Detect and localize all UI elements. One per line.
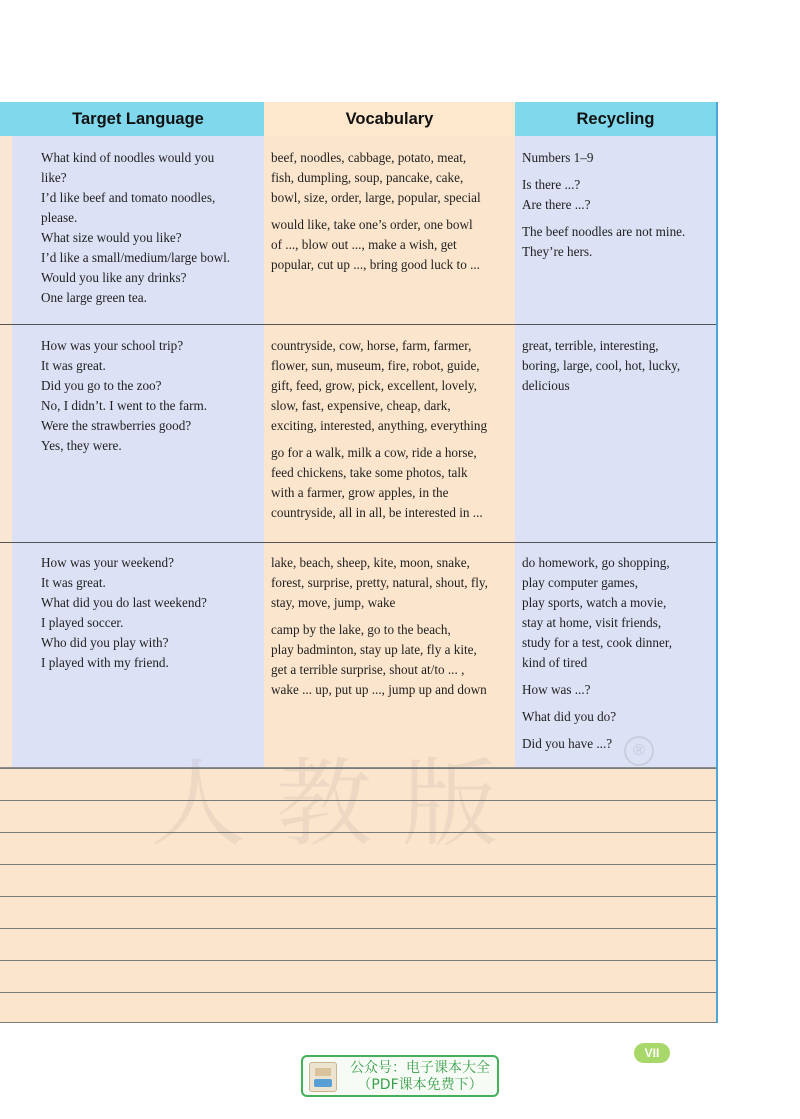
row-2-vocabulary [271,336,511,523]
line: get a terrible surprise, shout at/to ... , [271,662,465,677]
line: Were the strawberries good? [41,418,192,433]
line: countryside, all in all, be interested in ... [271,505,483,520]
line: It was great. [41,575,106,590]
line: Are there ...? [522,197,591,212]
line: How was your school trip? [41,338,184,353]
line: great, terrible, interesting, [522,338,659,353]
line: flower, sun, museum, fire, robot, guide, [271,358,480,373]
line: No, I didn’t. I went to the farm. [41,398,208,413]
header-target-language: Target Language [12,102,264,136]
line: What kind of noodles would you [41,150,215,165]
line: Did you have ...? [522,736,613,751]
line: lake, beach, sheep, kite, moon, snake, [271,555,470,570]
line: gift, feed, grow, pick, excellent, lovely, [271,378,477,393]
line: with a farmer, grow apples, in the [271,485,449,500]
line: play badminton, stay up late, fly a kite, [271,642,477,657]
line: do homework, go shopping, [522,555,670,570]
line: How was your weekend? [41,555,174,570]
line: I’d like beef and tomato noodles, [41,190,216,205]
line: popular, cut up ..., bring good luck to ... [271,257,480,272]
line: What size would you like? [41,230,182,245]
line: Is there ...? [522,177,581,192]
line: I played soccer. [41,615,124,630]
book-icon [309,1062,337,1092]
ruled-line [0,1022,716,1023]
ruled-line [0,928,716,929]
line: beef, noodles, cabbage, potato, meat, [271,150,467,165]
line: exciting, interested, anything, everything [271,418,488,433]
line: feed chickens, take some photos, talk [271,465,468,480]
row-1-vocabulary [271,148,511,275]
line: would like, take one’s order, one bowl [271,217,473,232]
line: play sports, watch a movie, [522,595,667,610]
row-3-target-language [41,553,261,673]
line: What did you do last weekend? [41,595,207,610]
header-left-margin [0,102,12,136]
line: stay at home, visit friends, [522,615,662,630]
line: study for a test, cook dinner, [522,635,672,650]
line: Would you like any drinks? [41,270,187,285]
line: wake ... up, put up ..., jump up and down [271,682,487,697]
ruled-line [0,896,716,897]
line: bowl, size, order, large, popular, special [271,190,481,205]
line: please. [41,210,78,225]
row-divider [0,324,716,325]
line: slow, fast, expensive, cheap, dark, [271,398,451,413]
line: Numbers 1–9 [522,150,594,165]
line: of ..., blow out ..., make a wish, get [271,237,457,252]
line: camp by the lake, go to the beach, [271,622,451,637]
row-2-target-language [41,336,261,456]
line: One large green tea. [41,290,147,305]
line: countryside, cow, horse, farm, farmer, [271,338,472,353]
page-number-badge: VII [634,1043,670,1063]
line: play computer games, [522,575,639,590]
line: They’re hers. [522,244,593,259]
line: forest, surprise, pretty, natural, shout, fly, [271,575,488,590]
row-1-recycling [522,148,712,262]
line: boring, large, cool, hot, lucky, [522,358,681,373]
header-vocabulary: Vocabulary [264,102,515,136]
row-3-vocabulary [271,553,511,700]
table-header-row [0,102,716,136]
line: Who did you play with? [41,635,169,650]
line: It was great. [41,358,106,373]
line: Did you go to the zoo? [41,378,162,393]
header-recycling: Recycling [515,102,716,136]
row-3-recycling [522,553,712,754]
line: I’d like a small/medium/large bowl. [41,250,231,265]
ruled-line [0,960,716,961]
line: delicious [522,378,570,393]
row-1-target-language [41,148,261,308]
line: I played with my friend. [41,655,169,670]
line: How was ...? [522,682,591,697]
line: stay, move, jump, wake [271,595,396,610]
row-divider [0,542,716,543]
registered-mark: ® [624,736,654,766]
line: kind of tired [522,655,588,670]
line: What did you do? [522,709,617,724]
line: fish, dumpling, soup, pancake, cake, [271,170,464,185]
line: Yes, they were. [41,438,122,453]
promo-line-1: 公众号：电子课本大全 [350,1060,490,1076]
promo-line-2: （PDF课本免费下） [357,1077,483,1093]
promo-banner[interactable] [301,1055,499,1097]
line: like? [41,170,67,185]
line: The beef noodles are not mine. [522,224,686,239]
publisher-watermark: 人教版 [150,748,528,848]
line: go for a walk, milk a cow, ride a horse, [271,445,477,460]
row-2-recycling [522,336,712,396]
ruled-line [0,992,716,993]
ruled-line [0,864,716,865]
